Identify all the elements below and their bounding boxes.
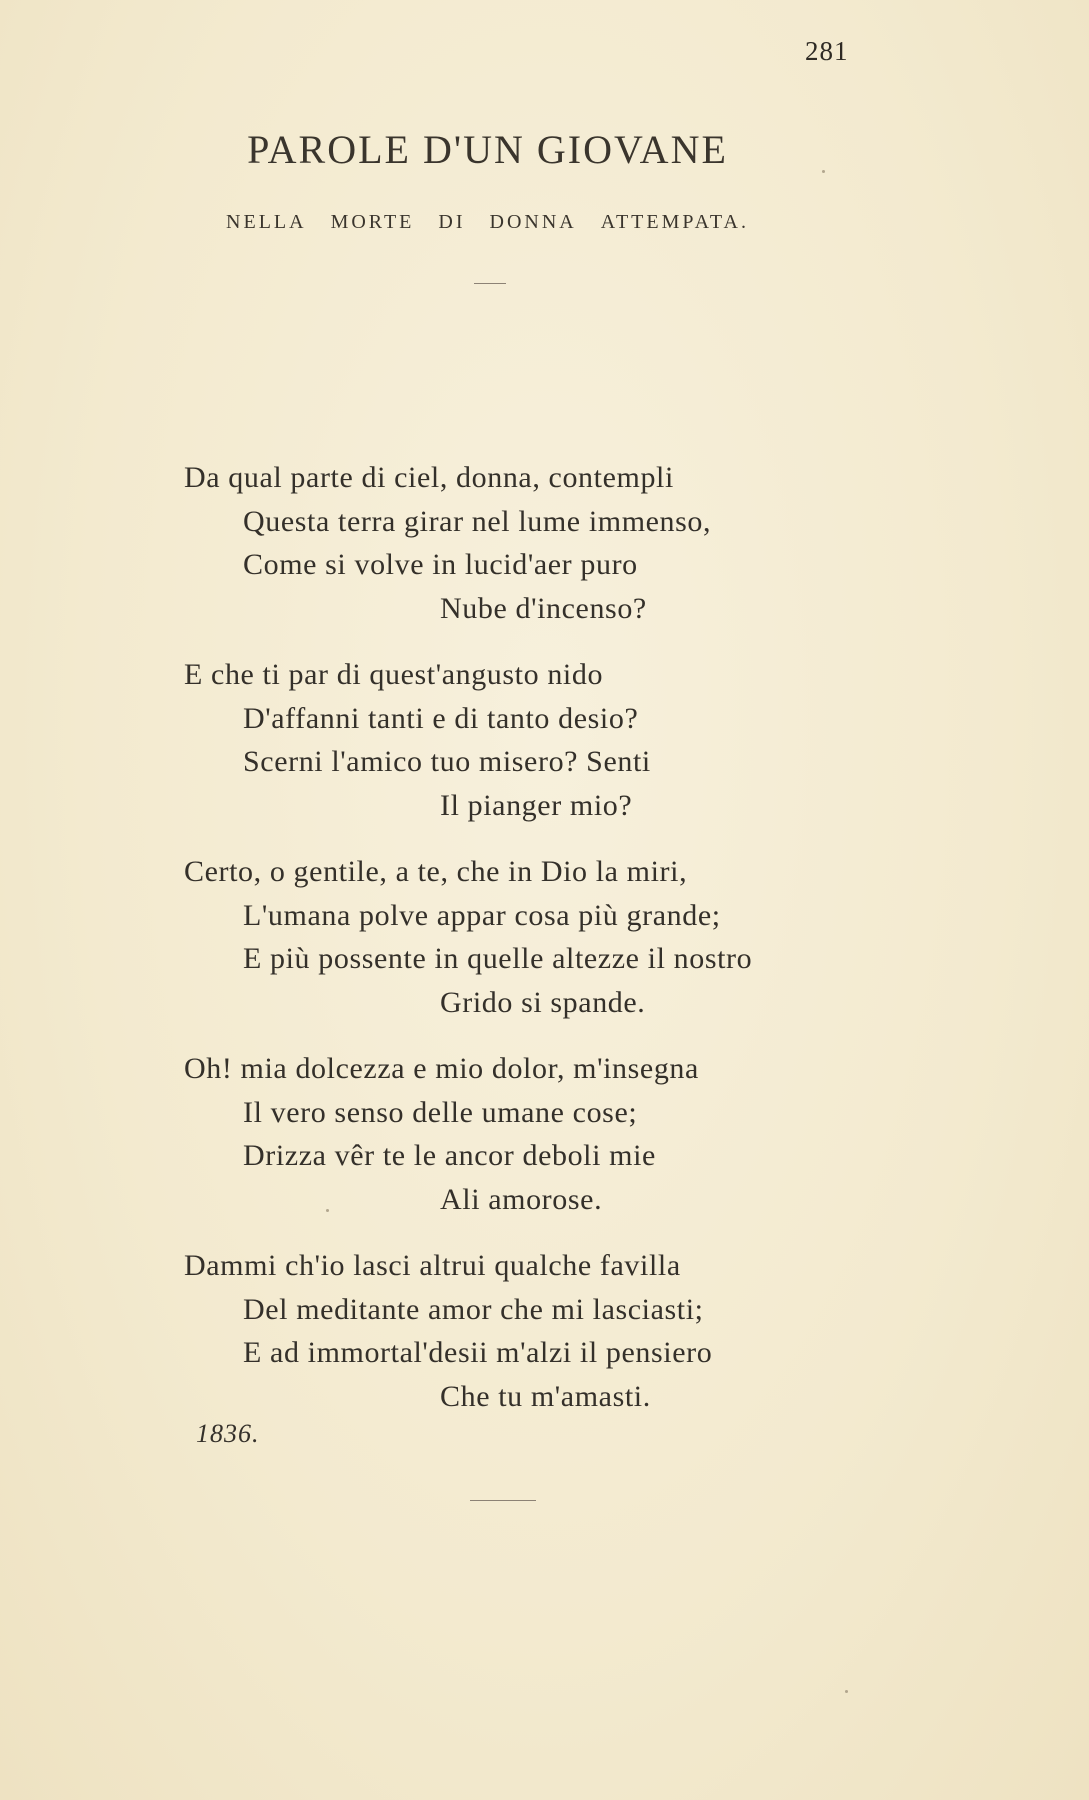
subtitle-word: MORTE: [330, 211, 415, 233]
page-number: 281: [805, 36, 849, 66]
paper-speck: [822, 170, 825, 173]
paper-speck: [326, 1209, 329, 1212]
poem-title: PAROLE D'UN GIOVANE: [247, 127, 728, 172]
stanza: [0, 456, 1089, 630]
verse-line: Da qual parte di ciel, donna, contempli: [184, 461, 674, 494]
verse-line: E che ti par di quest'angusto nido: [184, 658, 604, 691]
verse-line: Il pianger mio?: [440, 788, 633, 822]
verse-line: Questa terra girar nel lume immenso,: [243, 504, 712, 538]
poem-body: [0, 456, 1089, 1441]
stanza: [0, 1047, 1089, 1221]
verse-line: Grido si spande.: [440, 985, 646, 1019]
paper-speck: [845, 1690, 848, 1693]
verse-line: D'affanni tanti e di tanto desio?: [243, 701, 639, 735]
verse-line: Certo, o gentile, a te, che in Dio la miri,: [184, 855, 688, 888]
subtitle-word: NELLA: [226, 211, 307, 233]
verse-line: Il vero senso delle umane cose;: [243, 1095, 638, 1129]
verse-line: E più possente in quelle altezze il nostro: [243, 942, 753, 975]
title-divider: [474, 283, 506, 284]
verse-line: Scerni l'amico tuo misero? Senti: [243, 745, 651, 778]
subtitle-word: ATTEMPATA.: [600, 211, 749, 233]
stanza: [0, 850, 1089, 1024]
verse-line: Drizza vêr te le ancor deboli mie: [243, 1139, 656, 1172]
subtitle-word: DONNA: [489, 211, 577, 233]
verse-line: L'umana polve appar cosa più grande;: [243, 898, 721, 932]
verse-line: Del meditante amor che mi lasciasti;: [243, 1292, 704, 1326]
verse-line: Ali amorose.: [440, 1182, 603, 1216]
subtitle-word: DI: [438, 211, 466, 233]
stanza: [0, 1244, 1089, 1418]
verse-line: Nube d'incenso?: [440, 591, 647, 625]
verse-line: E ad immortal'desii m'alzi il pensiero: [243, 1336, 713, 1369]
verse-line: Oh! mia dolcezza e mio dolor, m'insegna: [184, 1052, 699, 1085]
stanza: [0, 653, 1089, 827]
poem-date: 1836.: [196, 1419, 260, 1448]
verse-line: Come si volve in lucid'aer puro: [243, 548, 638, 581]
end-divider: [470, 1500, 536, 1501]
verse-line: Che tu m'amasti.: [440, 1379, 651, 1413]
verse-line: Dammi ch'io lasci altrui qualche favilla: [184, 1249, 681, 1282]
poem-subtitle: [0, 211, 975, 234]
